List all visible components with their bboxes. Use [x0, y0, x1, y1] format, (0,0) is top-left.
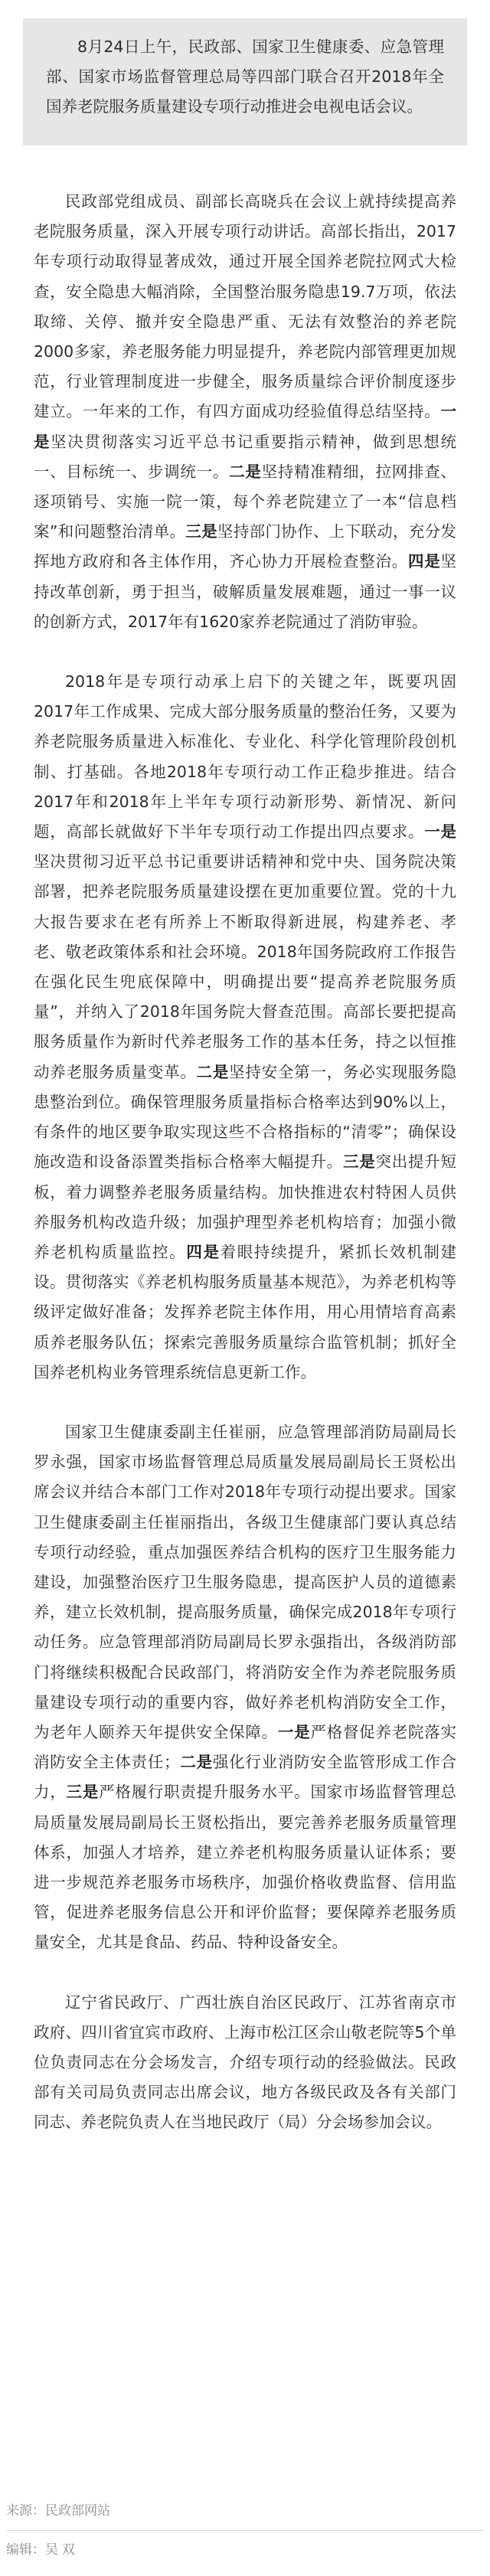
text-run: 坚决贯彻落实习近平总书记重要指示精神，做到思想统一、目标统一、步调统一。 — [34, 432, 457, 481]
article-body — [34, 187, 456, 2168]
text-run: 辽宁省民政厅、广西壮族自治区民政厅、江苏省南京市政府、四川省宜宾市政府、上海市松江区佘山敬老院等5个单位负责同志在分会场发言，介绍专项行动的经验做法。民政部有关司局负责同志出席会议，地方各级民政及各有关部门同志、养老院负责人在当地民政厅（局）分会场参加会议。 — [34, 1992, 456, 2132]
emphasis-marker: 三是 — [342, 1152, 376, 1172]
emphasis-marker: 二是 — [196, 1062, 230, 1081]
text-run: 2018年是专项行动承上启下的关键之年，既要巩固2017年工作成果、完成大部分服务质量的整治任务，又要为养老院服务质量进入标准化、专业化、科学化管理阶段创机制、打基础。各地2018年专项行动工作正稳步推进。结合2017年和2018年上半年专项行动新形势、新情况、新问题，高部长就做好下半年专项行动工作提出四点要求。 — [34, 672, 456, 842]
paragraph-local-reports — [34, 1988, 456, 2138]
text-run: 民政部党组成员、副部长高晓兵在会议上就持续提高养老院服务质量，深入开展专项行动讲话。高部长指出，2017年专项行动取得显著成效，通过开展全国养老院拉网式大检查，安全隐患大幅消除，全国整治服务隐患19.7万项，依法取缔、关停、撤并安全隐患严重、无法有效整治的养老院2000多家，养老服务能力明显提升，养老院内部管理更加规范，行业管理制度进一步健全，服务质量综合评价制度逐步建立。一年来的工作，有四方面成功经验值得总结坚持。 — [34, 192, 456, 421]
lead-summary: 8月24日上午，民政部、国家卫生健康委、应急管理部、国家市场监督管理总局等四部门联合召开2018年全国养老院服务质量建设专项行动推进会电视电话会议。 — [23, 18, 467, 145]
emphasis-marker: 四是 — [407, 552, 441, 571]
editor-label: 编辑：吴 双 — [6, 2542, 75, 2557]
emphasis-marker: 二是 — [229, 462, 262, 481]
emphasis-marker: 一是 — [277, 1722, 311, 1741]
emphasis-marker: 三是 — [185, 522, 217, 541]
emphasis-marker: 二是 — [179, 1753, 213, 1772]
text-run: 坚持部门协作、上下联动，充分发挥地方政府和各主体作用，齐心协力开展检查整治。 — [34, 522, 457, 571]
text-run: 坚决贯彻习近平总书记重要讲话精神和党中央、国务院决策部署，把养老院服务质量建设摆在更加重要位置。党的十九大报告要求在老有所养上不断取得新进展，构建养老、孝老、敬老政策体系和社会环境。2018年国务院政府工作报告在强化民生兜底保障中，明确提出要“提高养老院服务质量”，并纳入了2018年国务院大督查范围。高部长要把提高服务质量作为新时代养老服务工作的基本任务，持之以恒推动养老服务质量变革。 — [34, 852, 456, 1081]
text-run: 国家卫生健康委副主任崔丽，应急管理部消防局副局长罗永强，国家市场监督管理总局质量发展局副局长王贤松出席会议并结合本部门工作对2018年专项行动提出要求。国家卫生健康委副主任崔丽指出，各级卫生健康部门要认真总结专项行动经验，重点加强医养结合机构的医疗卫生服务能力建设，加强整治医疗卫生服务隐患，提高医护人员的道德素养，建立长效机制，提高服务质量，确保完成2018年专项行动任务。应急管理部消防局副局长罗永强指出，各级消防部门将继续积极配合民政部门，将消防安全作为养老院服务质量建设专项行动的重要内容，做好养老机构消防安全工作，为老年人颐养天年提供安全保障。 — [34, 1422, 456, 1741]
article-footer — [6, 2495, 484, 2561]
emphasis-marker: 三是 — [66, 1783, 100, 1802]
text-run: 强化行业消防安全监管形成工作合力， — [34, 1753, 457, 1802]
text-run: 着眼持续提升，紧抓长效机制建设。贯彻落实《养老机构服务质量基本规范》，为养老机构等级评定做好准备；发挥养老院主体作用，用心用情培育高素质养老服务队伍；探索完善服务质量综合监管机制；抓好全国养老机构业务管理系统信息更新工作。 — [34, 1242, 457, 1381]
text-run: 严格督促养老院落实消防安全主体责任； — [34, 1722, 457, 1772]
emphasis-marker: 一是 — [34, 402, 456, 451]
text-run: 坚持安全第一，务必实现服务隐患整治到位。确保管理服务质量指标合格率达到90%以上，有条件的地区要争取实现这些不合格指标的“清零”；确保设施改造和设备添置类指标合格率大幅提升。 — [34, 1062, 457, 1172]
paragraph-other-ministries — [34, 1417, 456, 1958]
text-run: 突出提升短板，着力调整养老服务质量结构。加快推进农村特困人员供养服务机构改造升级；加强护理型养老机构培育；加强小微养老机构质量监控。 — [34, 1152, 457, 1261]
emphasis-marker: 四是 — [186, 1242, 220, 1261]
text-run: 坚持精准精细，拉网排查、逐项销号、实施一院一策，每个养老院建立了一本“信息档案”和问题整治清单。 — [34, 462, 457, 541]
text-run: 严格履行职责提升服务水平。国家市场监督管理总局质量发展局副局长王贤松指出，要完善养老服务质量管理体系，加强人才培养，建立养老机构服务质量认证体系；要进一步规范养老服务市场秩序，加强价格收费监督、信用监管，促进养老服务信息公开和评价监督；要保障养老服务质量安全，尤其是食品、药品、特种设备安全。 — [34, 1783, 457, 1952]
text-run: 坚持改革创新，勇于担当，破解质量发展难题，通过一事一议的创新方式，2017年有1620家养老院通过了消防审验。 — [34, 552, 457, 631]
emphasis-marker: 一是 — [424, 822, 457, 842]
paragraph-speech-gao — [34, 187, 456, 637]
source-label: 来源：民政部网站 — [6, 2503, 110, 2518]
paragraph-2018-tasks — [34, 667, 456, 1388]
